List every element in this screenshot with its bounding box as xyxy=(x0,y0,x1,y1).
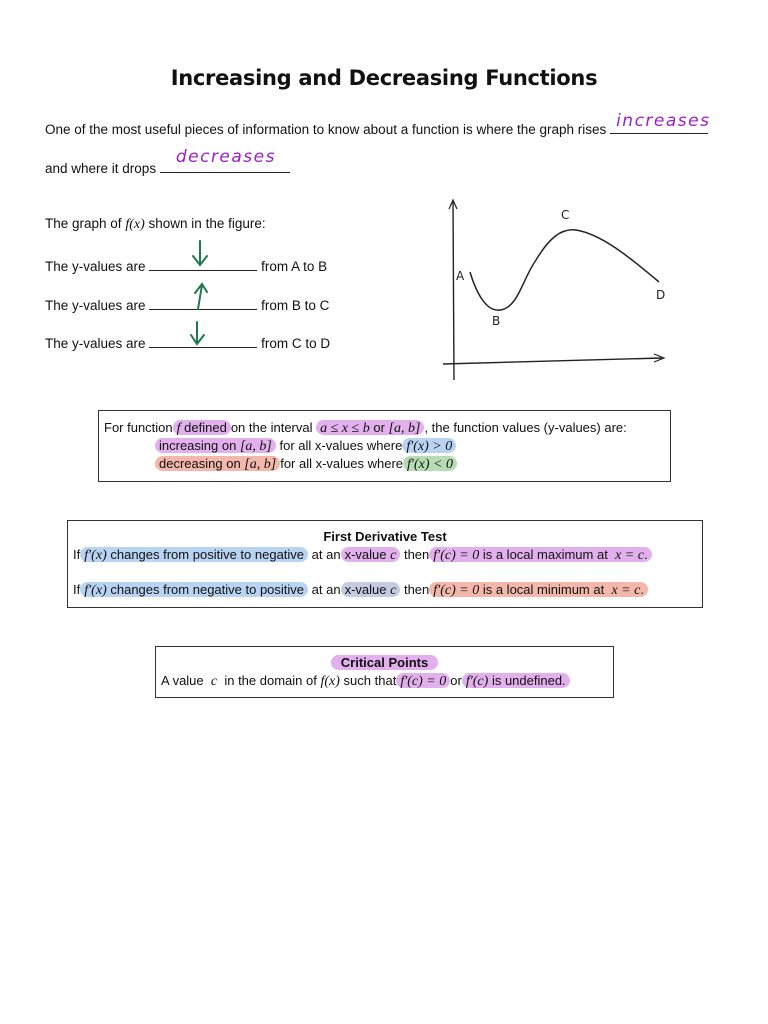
def-decreasing: decreasing on xyxy=(159,456,241,471)
down-arrow-icon xyxy=(183,319,213,349)
def-ab: [a, b] xyxy=(244,457,277,472)
graph-lead xyxy=(45,216,266,233)
cp-definition xyxy=(161,672,570,690)
function-graph xyxy=(430,190,680,390)
handwritten-answer-increases: increases xyxy=(616,111,711,131)
fdt-fprime: f′(x) xyxy=(84,583,107,598)
cp-undefined-highlight xyxy=(462,673,570,688)
def-cond-negative: f′(x) < 0 xyxy=(407,457,453,472)
def-f-highlight xyxy=(173,420,231,435)
fdt-text: If xyxy=(73,582,81,597)
x-axis xyxy=(443,358,662,364)
fdt-xc: x = c xyxy=(611,583,641,598)
point-label-d: D xyxy=(656,288,666,302)
fdt-text: at an xyxy=(311,582,341,597)
cp-text: A value xyxy=(161,673,204,688)
def-text: For function xyxy=(104,420,173,435)
definition-line-1 xyxy=(104,419,627,437)
fdt-max-highlight: f′(c) = 0 is a local maximum at x = c. xyxy=(429,547,651,562)
point-label-b: B xyxy=(492,314,501,328)
cp-c: c xyxy=(210,674,218,689)
positive-condition-highlight xyxy=(402,438,456,453)
page-title: Increasing and Decreasing Functions xyxy=(170,66,598,90)
fdt-xvalue-highlight xyxy=(341,582,401,597)
fdt-eq: f′(c) = 0 xyxy=(433,548,480,563)
answer-blank-1[interactable] xyxy=(610,111,711,134)
fdt-text: then xyxy=(403,547,430,562)
negative-condition-highlight xyxy=(403,456,457,471)
def-increasing: increasing on xyxy=(159,438,237,453)
row-prefix: The y-values are xyxy=(45,298,146,313)
fdt-result: is a local maximum at xyxy=(482,547,608,562)
fdt-change-highlight xyxy=(80,547,308,562)
row-prefix: The y-values are xyxy=(45,259,146,274)
def-text: for all x-values where xyxy=(280,456,404,471)
fx-label: f(x) xyxy=(125,217,145,232)
critical-points-box xyxy=(155,646,614,698)
cp-heading-wrap xyxy=(156,655,613,670)
fdt-row-1 xyxy=(73,546,652,564)
def-f: f xyxy=(176,421,181,436)
cp-or: or xyxy=(450,673,462,688)
fdt-text: If xyxy=(73,547,81,562)
fdt-c: c xyxy=(390,548,397,563)
fdt-xvalue-highlight xyxy=(341,547,401,562)
function-curve xyxy=(470,230,659,310)
handwritten-answer-decreases: decreases xyxy=(175,147,276,167)
graph-lead-text: The graph of xyxy=(45,216,122,231)
def-interval-highlight xyxy=(316,420,424,435)
fdt-heading: First Derivative Test xyxy=(323,529,447,544)
fdt-min-highlight: f′(c) = 0 is a local minimum at x = c. xyxy=(429,582,648,597)
definition-line-2 xyxy=(155,437,456,455)
row-suffix: from B to C xyxy=(261,298,330,313)
up-arrow-icon xyxy=(186,280,216,312)
fdt-xvalue: x-value xyxy=(344,547,387,562)
intro-text-2: and where it drops xyxy=(45,161,157,176)
fdt-change: changes from positive to negative xyxy=(110,547,305,562)
row-prefix: The y-values are xyxy=(45,336,146,351)
intro-text-1: One of the most useful pieces of information to know about a function is where the graph rises xyxy=(45,122,607,137)
fdt-text: at an xyxy=(311,547,341,562)
cp-heading: Critical Points xyxy=(331,655,438,670)
cp-undefined: is undefined. xyxy=(491,673,566,688)
cp-fx: f(x) xyxy=(320,674,340,689)
intro-line-2 xyxy=(45,147,290,176)
row-suffix: from C to D xyxy=(261,336,331,351)
row-suffix: from A to B xyxy=(261,259,328,274)
fdt-xc: x = c xyxy=(615,548,644,563)
fdt-eq: f′(c) = 0 xyxy=(433,583,480,598)
answer-blank-2[interactable] xyxy=(160,147,290,173)
fdt-change: changes from negative to positive xyxy=(110,582,305,597)
y-axis xyxy=(453,202,454,380)
cp-text: such that xyxy=(343,673,397,688)
fdt-row-2 xyxy=(73,581,648,599)
first-derivative-test-box xyxy=(67,520,703,608)
definition-box xyxy=(98,410,671,482)
intro-line-1 xyxy=(45,111,711,137)
def-interval: a ≤ x ≤ b xyxy=(320,421,370,436)
cp-eq-highlight xyxy=(396,673,450,688)
def-cond-positive: f′(x) > 0 xyxy=(406,439,453,454)
def-text: for all x-values where xyxy=(279,438,403,453)
fdt-xvalue: x-value xyxy=(344,582,387,597)
increasing-highlight xyxy=(155,438,276,453)
decreasing-highlight xyxy=(155,456,280,471)
def-ab: [a, b] xyxy=(239,439,272,454)
fdt-c: c xyxy=(390,583,397,598)
fdt-change-highlight xyxy=(80,582,308,597)
definition-line-3 xyxy=(155,455,457,473)
cp-fpc: f′(c) xyxy=(465,674,489,689)
def-text: on the interval xyxy=(230,420,313,435)
fdt-text: then xyxy=(403,582,430,597)
down-arrow-icon xyxy=(185,238,215,270)
cp-eq: f′(c) = 0 xyxy=(400,674,447,689)
def-defined: defined xyxy=(184,420,227,435)
def-closed: [a, b] xyxy=(388,421,421,436)
cp-text: in the domain of xyxy=(224,673,317,688)
fdt-result: is a local minimum at xyxy=(482,582,605,597)
fdt-fprime: f′(x) xyxy=(84,548,107,563)
def-text: , the function values (y-values) are: xyxy=(424,420,627,435)
graph-lead-tail: shown in the figure: xyxy=(148,216,266,231)
point-label-c: C xyxy=(561,208,570,222)
point-label-a: A xyxy=(456,269,465,283)
def-or: or xyxy=(373,420,385,435)
